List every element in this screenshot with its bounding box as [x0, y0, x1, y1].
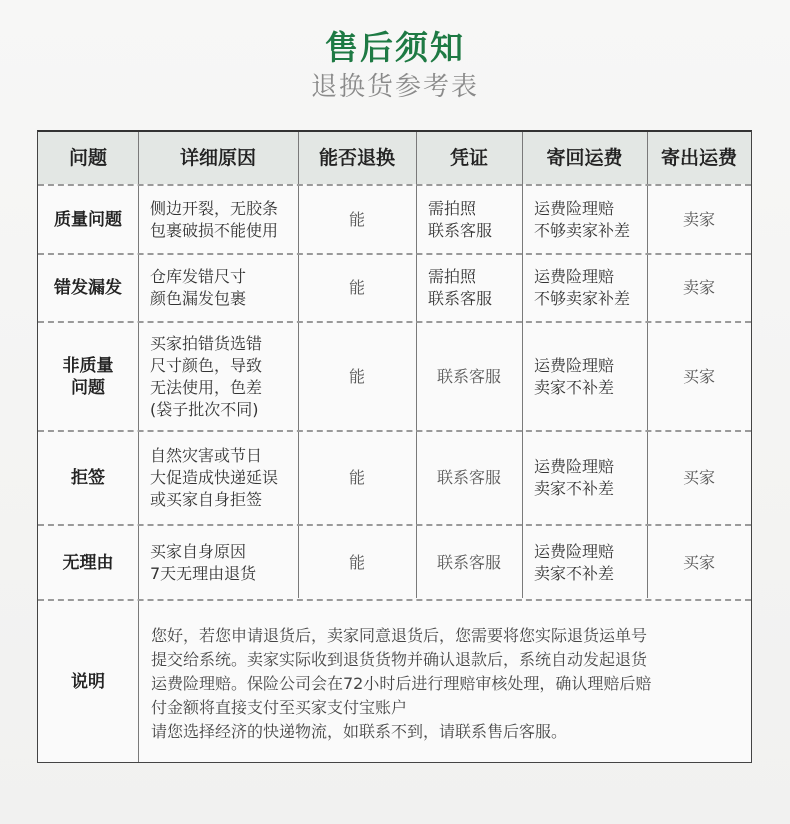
- header-return-fee: 寄回运费: [546, 147, 623, 169]
- can-return-cell: 能: [348, 366, 365, 386]
- note-line: 提交给系统。卖家实际收到退货货物并确认退款后，系统自动发起退货: [151, 650, 648, 669]
- return-fee-cell: 运费险理赔 不够卖家补差: [534, 267, 631, 308]
- table-row: [38, 255, 751, 321]
- proof-cell: 联系客服: [436, 552, 501, 572]
- reason-cell: 自然灾害或节日 大促造成快递延误 或买家自身拒签: [150, 446, 279, 509]
- return-fee-cell: 运费险理赔 卖家不补差: [534, 457, 615, 498]
- page-title: 售后须知: [325, 28, 465, 67]
- can-return-cell: 能: [348, 552, 365, 572]
- note-line: 运费险理赔。保险公司会在72小时后进行理赔审核处理，确认理赔后赔: [151, 674, 652, 693]
- send-fee-cell: 买家: [682, 366, 715, 386]
- send-fee-cell: 卖家: [682, 278, 715, 297]
- send-fee-cell: 卖家: [682, 209, 715, 229]
- header-can-return: 能否退换: [318, 147, 395, 169]
- reason-cell: 仓库发错尺寸 颜色漏发包裹: [150, 267, 247, 308]
- problem-cell: 拒签: [71, 468, 105, 488]
- header-problem: 问题: [68, 147, 107, 169]
- header-reason: 详细原因: [179, 147, 256, 169]
- note-line: 您好，若您申请退货后，卖家同意退货后，您需要将您实际退货运单号: [151, 626, 648, 645]
- can-return-cell: 能: [348, 278, 365, 297]
- problem-cell: 非质量 问题: [62, 355, 114, 398]
- table-row: [38, 432, 751, 524]
- reason-cell: 买家拍错货选错 尺寸颜色，导致 无法使用，色差 (袋子批次不同): [150, 333, 263, 419]
- return-policy-table: [37, 130, 752, 763]
- send-fee-cell: 买家: [682, 552, 715, 572]
- problem-cell: 无理由: [62, 552, 114, 573]
- return-fee-cell: 运费险理赔 卖家不补差: [534, 541, 615, 583]
- note-line: 付金额将直接支付至买家支付宝账户: [151, 698, 408, 717]
- proof-cell: 联系客服: [436, 468, 501, 487]
- can-return-cell: 能: [348, 468, 365, 487]
- problem-cell: 质量问题: [54, 209, 122, 230]
- return-fee-cell: 运费险理赔 不够卖家补差: [534, 198, 631, 240]
- reason-cell: 侧边开裂，无胶条 包裹破损不能使用: [150, 198, 279, 240]
- proof-cell: 需拍照 联系客服: [428, 267, 493, 308]
- return-fee-cell: 运费险理赔 卖家不补差: [534, 355, 615, 397]
- table-header-row: [38, 132, 751, 184]
- can-return-cell: 能: [348, 209, 365, 229]
- note-text: [151, 624, 741, 744]
- table-row: [38, 323, 751, 430]
- proof-cell: 联系客服: [436, 366, 501, 386]
- note-line: 请您选择经济的快递物流，如联系不到，请联系售后客服。: [151, 722, 568, 741]
- header-send-fee: 寄出运费: [660, 147, 737, 169]
- page-subtitle: 退换货参考表: [310, 72, 479, 102]
- table-row: [38, 526, 751, 599]
- proof-cell: 需拍照 联系客服: [428, 198, 493, 240]
- table-row: [38, 186, 751, 253]
- note-label: 说明: [71, 672, 105, 692]
- send-fee-cell: 买家: [682, 468, 715, 487]
- problem-cell: 错发漏发: [54, 278, 122, 298]
- header-proof: 凭证: [449, 147, 488, 169]
- reason-cell: 买家自身原因 7天无理由退货: [150, 541, 257, 583]
